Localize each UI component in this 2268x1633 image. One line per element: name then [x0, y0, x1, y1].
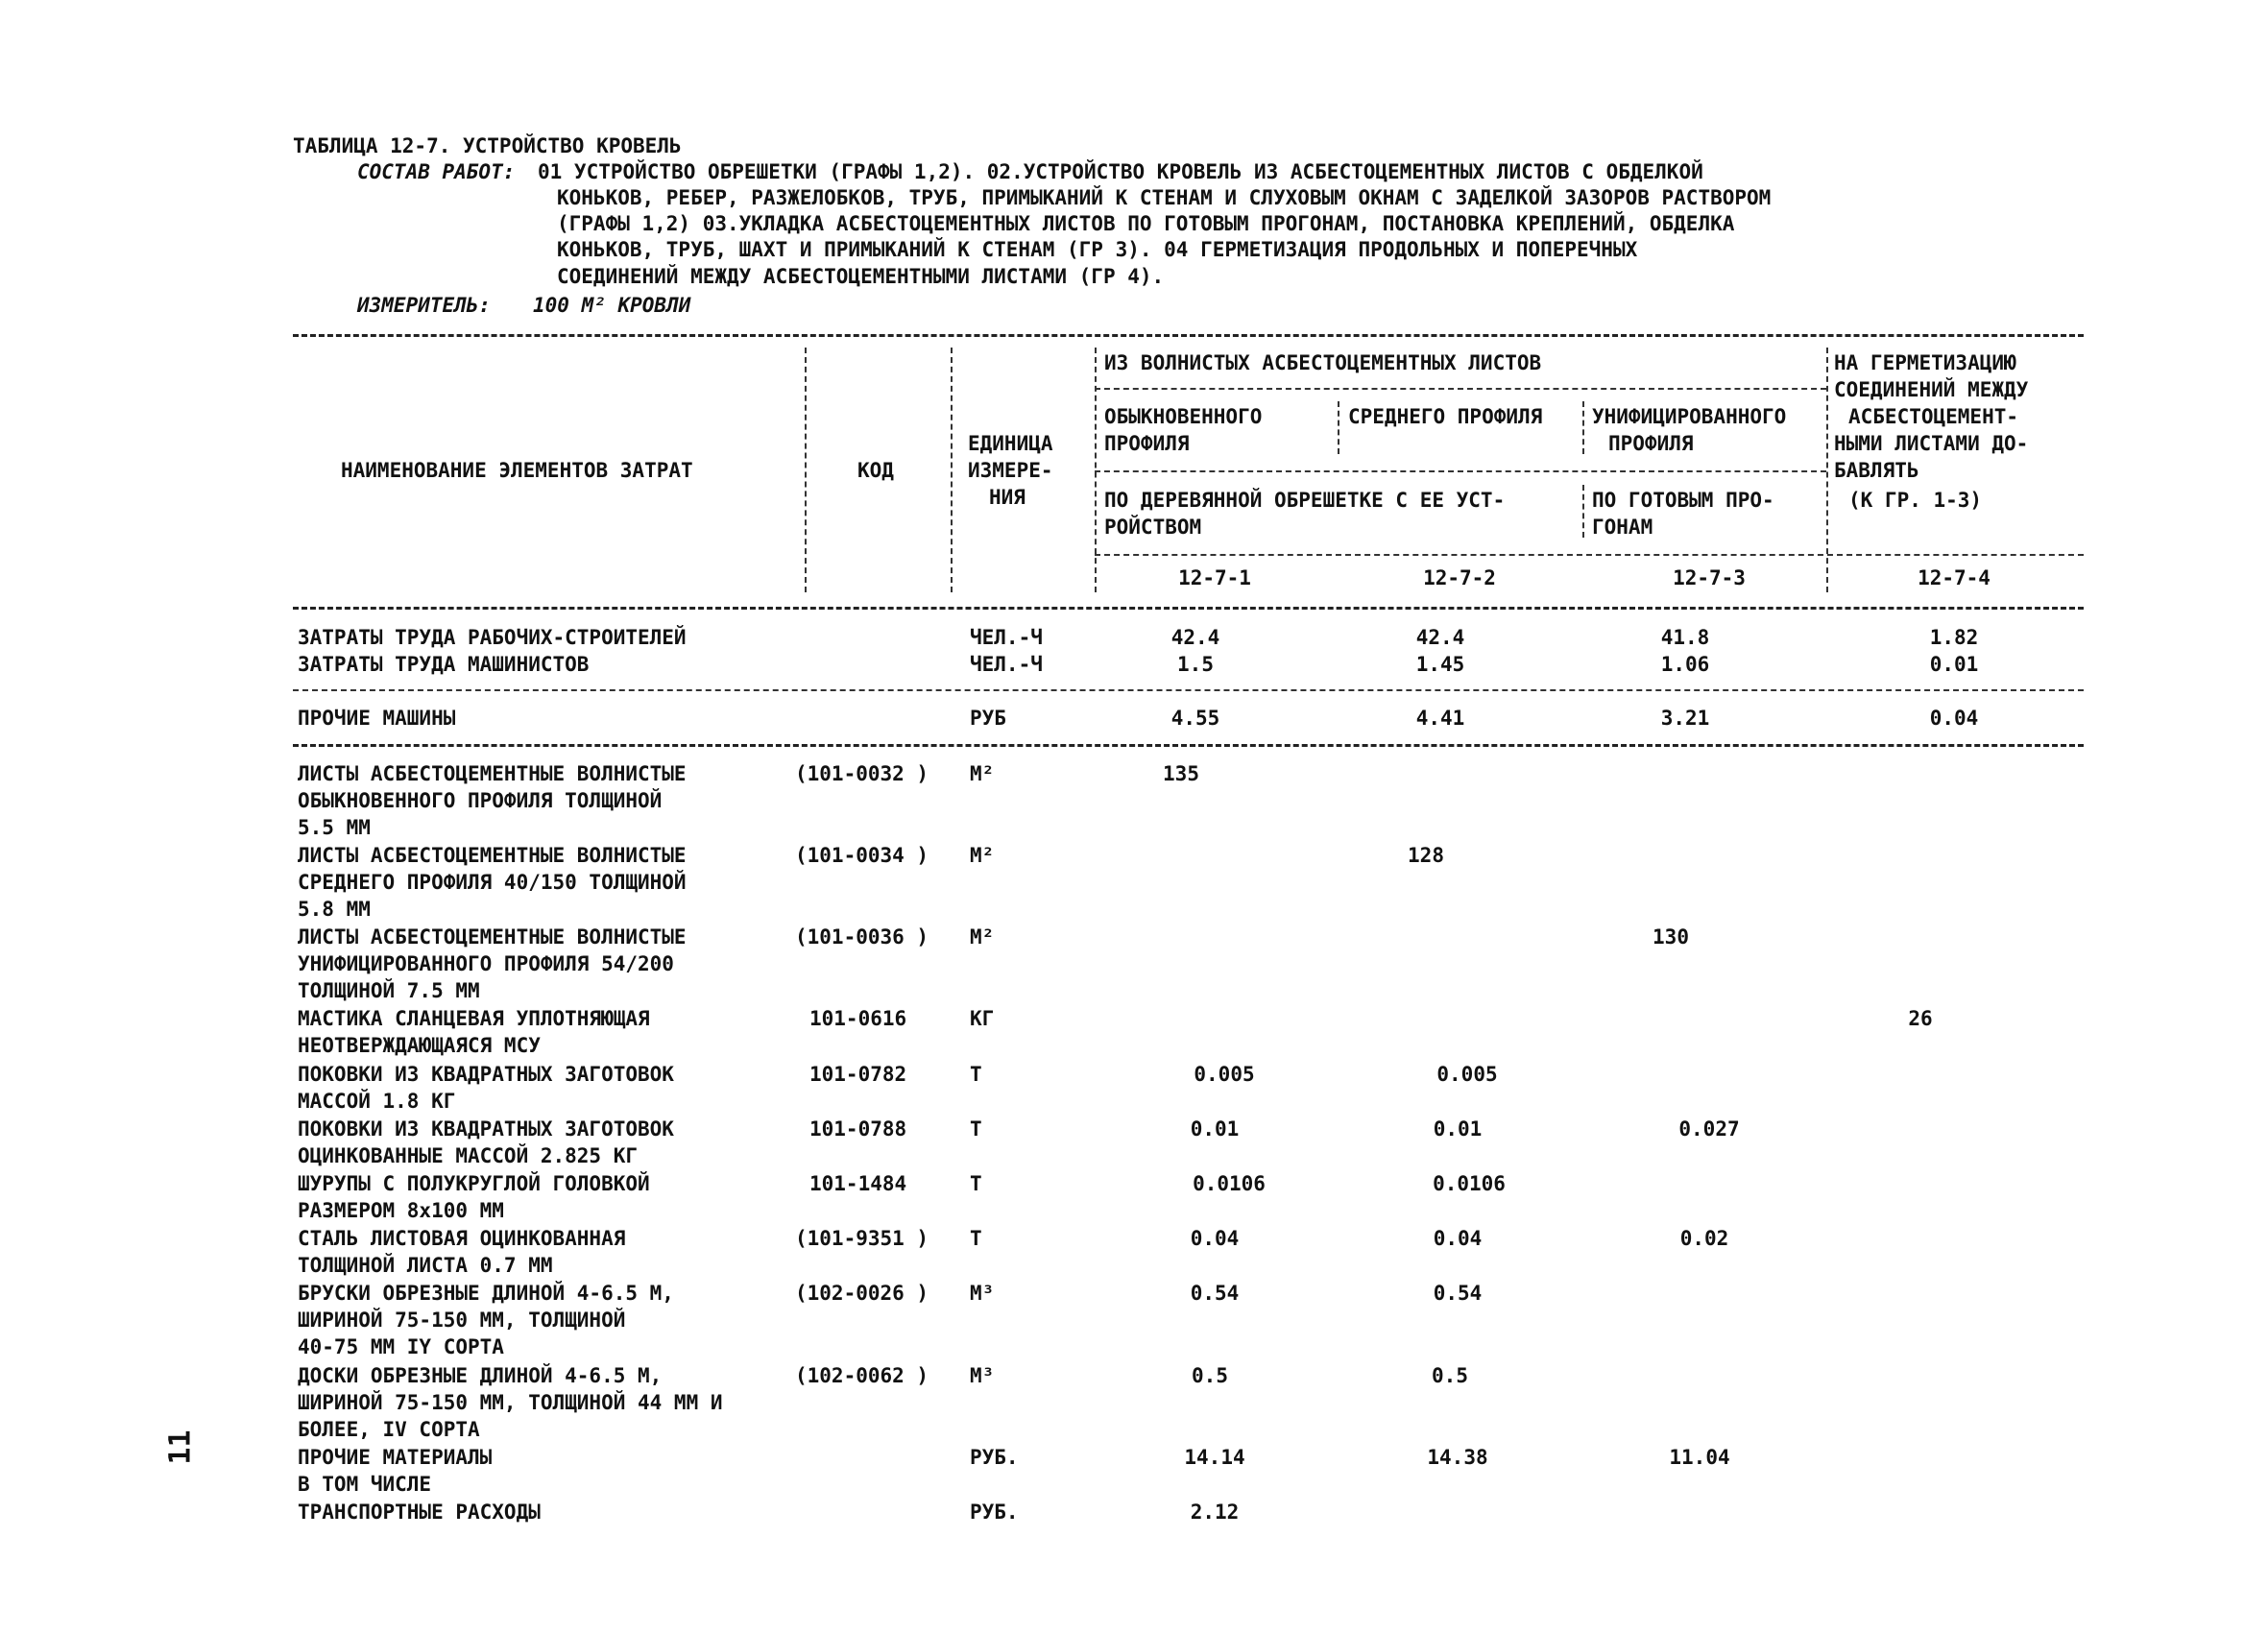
col-divider [1582, 485, 1584, 538]
row-name: ЗАТРАТЫ ТРУДА МАШИНИСТОВ [298, 653, 590, 676]
row-value-col1: 0.54 [1190, 1282, 1240, 1305]
row-value-col2: 0.5 [1432, 1364, 1468, 1387]
row-value-col4: 1.82 [1929, 626, 1979, 649]
header-seal: НЫМИ ЛИСТАМИ ДО- [1834, 432, 2029, 455]
row-name: ТОЛЩИНОЙ ЛИСТА 0.7 ММ [298, 1254, 553, 1277]
row-code: 101-0782 [809, 1063, 907, 1086]
row-name: ЛИСТЫ АСБЕСТОЦЕМЕНТНЫЕ ВОЛНИСТЫЕ [298, 925, 687, 949]
row-value-col1: 42.4 [1170, 626, 1220, 649]
row-value-col1: 0.0106 [1193, 1172, 1266, 1195]
row-unit: КГ [970, 1007, 995, 1030]
row-separator [293, 744, 2084, 747]
row-name: ЛИСТЫ АСБЕСТОЦЕМЕНТНЫЕ ВОЛНИСТЫЕ [298, 844, 687, 867]
row-separator [293, 689, 2084, 691]
header-bottom-rule [293, 607, 2084, 610]
row-value-col3: 3.21 [1660, 707, 1710, 730]
composition-line: (ГРАФЫ 1,2) 03.УКЛАДКА АСБЕСТОЦЕМЕНТНЫХ ЛИСТОВ ПО ГОТОВЫМ ПРОГОНАМ, ПОСТАНОВКА КРЕПЛЕНИЙ, ОБДЕЛКА [557, 212, 1735, 235]
table-title: ТАБЛИЦА 12-7. УСТРОЙСТВО КРОВЕЛЬ [293, 134, 682, 157]
row-value-col2: 1.45 [1415, 653, 1465, 676]
row-value-col2: 0.0106 [1433, 1172, 1506, 1195]
header-top-rule [293, 334, 2084, 337]
row-name: ШИРИНОЙ 75-150 ММ, ТОЛЩИНОЙ 44 ММ И [298, 1391, 723, 1414]
row-name: В ТОМ ЧИСЛЕ [298, 1473, 432, 1496]
row-name: ОЦИНКОВАННЫЕ МАССОЙ 2.825 КГ [298, 1144, 639, 1167]
row-value-col1: 0.01 [1190, 1117, 1240, 1141]
header-sub1: ОБЫКНОВЕННОГО [1104, 405, 1263, 428]
row-name: СТАЛЬ ЛИСТОВАЯ ОЦИНКОВАННАЯ [298, 1227, 626, 1250]
row-name: ПРОЧИЕ МАШИНЫ [298, 707, 456, 730]
row-name: УНИФИЦИРОВАННОГО ПРОФИЛЯ 54/200 [298, 952, 674, 975]
row-name: БРУСКИ ОБРЕЗНЫЕ ДЛИНОЙ 4-6.5 М, [298, 1282, 674, 1305]
header-seal: БАВЛЯТЬ [1834, 459, 1919, 482]
header-sub3: УНИФИЦИРОВАННОГО [1592, 405, 1787, 428]
col-divider [805, 348, 807, 592]
row-value-col1: 14.14 [1184, 1446, 1245, 1469]
row-value-col3: 0.02 [1679, 1227, 1729, 1250]
row-value-col2: 0.04 [1433, 1227, 1483, 1250]
header-code-col4: 12-7-4 [1918, 566, 1991, 589]
row-value-col2: 42.4 [1415, 626, 1465, 649]
row-unit: РУБ [970, 707, 1006, 730]
row-name: РАЗМЕРОМ 8x100 ММ [298, 1199, 504, 1222]
row-value-col3: 11.04 [1669, 1446, 1730, 1469]
header-code-col2: 12-7-2 [1423, 566, 1496, 589]
row-value-col4: 26 [1908, 1007, 1933, 1030]
composition-line: КОНЬКОВ, РЕБЕР, РАЗЖЕЛОБКОВ, ТРУБ, ПРИМЫКАНИЙ К СТЕНАМ И СЛУХОВЫМ ОКНАМ С ЗАДЕЛКОЙ ЗАЗОРОВ РАСТВОРОМ [557, 186, 1772, 209]
header-name: НАИМЕНОВАНИЕ ЭЛЕМЕНТОВ ЗАТРАТ [341, 459, 693, 482]
header-seal: НА ГЕРМЕТИЗАЦИЮ [1834, 351, 2016, 374]
row-name: 5.8 ММ [298, 898, 371, 921]
row-unit: Т [970, 1227, 982, 1250]
meter-label: ИЗМЕРИТЕЛЬ: [357, 294, 492, 317]
header-unit: НИЯ [989, 486, 1025, 509]
row-code: (101-0032 ) [795, 762, 929, 785]
composition-line: СОЕДИНЕНИЙ МЕЖДУ АСБЕСТОЦЕМЕНТНЫМИ ЛИСТАМИ (ГР 4). [557, 265, 1165, 288]
header-code-col1: 12-7-1 [1178, 566, 1251, 589]
row-value-col1: 135 [1163, 762, 1199, 785]
row-value-col3: 41.8 [1660, 626, 1710, 649]
row-name: ПОКОВКИ ИЗ КВАДРАТНЫХ ЗАГОТОВОК [298, 1117, 674, 1141]
header-purlin: ПО ГОТОВЫМ ПРО- [1592, 489, 1774, 512]
row-name: НЕОТВЕРЖДАЮЩАЯСЯ МСУ [298, 1034, 541, 1057]
row-unit: ЧЕЛ.-Ч [970, 626, 1043, 649]
row-value-col1: 1.5 [1177, 653, 1214, 676]
row-unit: РУБ. [970, 1446, 1019, 1469]
row-value-col3: 130 [1653, 925, 1689, 949]
header-wood: ПО ДЕРЕВЯННОЙ ОБРЕШЕТКЕ С ЕЕ УСТ- [1104, 489, 1506, 512]
row-name: МАССОЙ 1.8 КГ [298, 1090, 456, 1113]
row-value-col1: 0.005 [1194, 1063, 1255, 1086]
row-code: (101-0034 ) [795, 844, 929, 867]
col-divider [1582, 401, 1584, 454]
row-name: ШУРУПЫ С ПОЛУКРУГЛОЙ ГОЛОВКОЙ [298, 1172, 650, 1195]
row-code: 101-1484 [809, 1172, 907, 1195]
row-value-col2: 0.54 [1433, 1282, 1483, 1305]
header-rule [1095, 388, 1826, 390]
row-value-col4: 0.04 [1929, 707, 1979, 730]
header-wood: РОЙСТВОМ [1104, 516, 1202, 539]
header-seal: СОЕДИНЕНИЙ МЕЖДУ [1834, 378, 2029, 401]
row-unit: Т [970, 1117, 982, 1141]
row-code: (101-9351 ) [795, 1227, 929, 1250]
row-name: ЗАТРАТЫ ТРУДА РАБОЧИХ-СТРОИТЕЛЕЙ [298, 626, 687, 649]
page-number: 11 [163, 1429, 198, 1465]
composition-label: СОСТАВ РАБОТ: [357, 160, 516, 183]
header-sub3: ПРОФИЛЯ [1608, 432, 1694, 455]
col-divider [1338, 401, 1339, 454]
row-unit: Т [970, 1172, 982, 1195]
row-value-col3: 1.06 [1660, 653, 1710, 676]
row-code: (101-0036 ) [795, 925, 929, 949]
row-value-col3: 0.027 [1678, 1117, 1740, 1141]
header-code: КОД [857, 459, 894, 482]
header-code-col3: 12-7-3 [1673, 566, 1746, 589]
header-purlin: ГОНАМ [1592, 516, 1653, 539]
header-group: ИЗ ВОЛНИСТЫХ АСБЕСТОЦЕМЕНТНЫХ ЛИСТОВ [1104, 351, 1542, 374]
row-name: ЛИСТЫ АСБЕСТОЦЕМЕНТНЫЕ ВОЛНИСТЫЕ [298, 762, 687, 785]
row-name: СРЕДНЕГО ПРОФИЛЯ 40/150 ТОЛЩИНОЙ [298, 871, 687, 894]
row-name: ТРАНСПОРТНЫЕ РАСХОДЫ [298, 1501, 541, 1524]
header-unit: ЕДИНИЦА [968, 432, 1053, 455]
row-unit: Т [970, 1063, 982, 1086]
row-value-col1: 0.04 [1190, 1227, 1240, 1250]
row-value-col2: 4.41 [1415, 707, 1465, 730]
row-unit: РУБ. [970, 1501, 1019, 1524]
row-name: БОЛЕЕ, IV СОРТА [298, 1418, 480, 1441]
row-name: ТОЛЩИНОЙ 7.5 ММ [298, 979, 480, 1002]
header-rule [1095, 554, 2084, 556]
row-unit: М³ [970, 1364, 995, 1387]
row-value-col2: 14.38 [1427, 1446, 1488, 1469]
row-value-col1: 0.5 [1192, 1364, 1228, 1387]
row-unit: М² [970, 844, 995, 867]
row-unit: М² [970, 762, 995, 785]
row-name: ОБЫКНОВЕННОГО ПРОФИЛЯ ТОЛЩИНОЙ [298, 789, 663, 812]
row-value-col1: 4.55 [1170, 707, 1220, 730]
composition-line: 01 УСТРОЙСТВО ОБРЕШЕТКИ (ГРАФЫ 1,2). 02.УСТРОЙСТВО КРОВЕЛЬ ИЗ АСБЕСТОЦЕМЕНТНЫХ ЛИСТОВ С ОБДЕЛКОЙ [538, 160, 1703, 183]
row-name: 5.5 ММ [298, 816, 371, 839]
row-code: (102-0026 ) [795, 1282, 929, 1305]
row-value-col2: 128 [1408, 844, 1444, 867]
row-code: 101-0616 [809, 1007, 907, 1030]
meter-value: 100 М² КРОВЛИ [533, 294, 691, 317]
header-unit: ИЗМЕРЕ- [968, 459, 1053, 482]
header-seal: АСБЕСТОЦЕМЕНТ- [1848, 405, 2019, 428]
row-name: ДОСКИ ОБРЕЗНЫЕ ДЛИНОЙ 4-6.5 М, [298, 1364, 663, 1387]
row-name: МАСТИКА СЛАНЦЕВАЯ УПЛОТНЯЮЩАЯ [298, 1007, 650, 1030]
row-name: 40-75 ММ IY СОРТА [298, 1335, 504, 1358]
header-sub1: ПРОФИЛЯ [1104, 432, 1190, 455]
row-code: (102-0062 ) [795, 1364, 929, 1387]
row-name: ШИРИНОЙ 75-150 ММ, ТОЛЩИНОЙ [298, 1309, 626, 1332]
header-sub2: СРЕДНЕГО ПРОФИЛЯ [1348, 405, 1543, 428]
row-value-col2: 0.01 [1433, 1117, 1483, 1141]
row-unit: ЧЕЛ.-Ч [970, 653, 1043, 676]
composition-line: КОНЬКОВ, ТРУБ, ШАХТ И ПРИМЫКАНИЙ К СТЕНАМ (ГР 3). 04 ГЕРМЕТИЗАЦИЯ ПРОДОЛЬНЫХ И ПОПЕРЕЧНЫХ [557, 238, 1638, 261]
col-divider [951, 348, 953, 592]
header-rule [1095, 470, 1826, 472]
row-unit: М² [970, 925, 995, 949]
row-name: ПРОЧИЕ МАТЕРИАЛЫ [298, 1446, 493, 1469]
row-unit: М³ [970, 1282, 995, 1305]
row-value-col2: 0.005 [1436, 1063, 1498, 1086]
row-name: ПОКОВКИ ИЗ КВАДРАТНЫХ ЗАГОТОВОК [298, 1063, 674, 1086]
row-value-col4: 0.01 [1929, 653, 1979, 676]
header-seal: (К ГР. 1-3) [1848, 489, 1983, 512]
row-code: 101-0788 [809, 1117, 907, 1141]
row-value-col1: 2.12 [1190, 1501, 1240, 1524]
